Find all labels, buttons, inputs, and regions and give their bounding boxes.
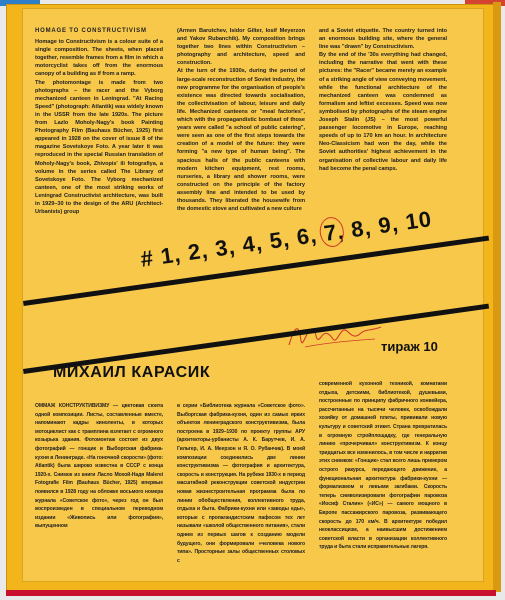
english-paragraph: Homage to Constructivism is a colour suite of a single composition. The sheets, when placed together, resemble frames from a film in which a motorcyclist takes off from the enormous canopy of a building as if from a ramp. xyxy=(35,39,163,78)
english-paragraph: At the turn of the 1930s, during the period of large-scale reconstruction of Soviet industry, the new programme for the organisation of people's existence was directed towards socialisation, the collectivisation of labour, leisure and daily life. Mechanized canteens or "meal factories", which with the propagandistic bombast of those years were called "a school of public catering", were seen as one of the first steps towards the creation of a model of the future: they were forming "a new type of human being". The spacious halls of the public canteens with modern kitchen equipment, rest rooms, nurseries, a library and shower rooms, were constructed on the principle of the factory assembly line and intended to be used by thousands. They liberated the housewife from the domestic stove and cultivated a new culture xyxy=(177,68,305,213)
author-name: МИХАИЛ КАРАСИК xyxy=(53,364,211,381)
english-paragraph: The photomontage is made from two photographs – the racer and the Vyborg mechanized canteen in Leningrad. "At Racing Speed" (photograph: Atlantik) was widely known in the USSR from the late 1920s. The picture from Lazlo Moholy-Nagy's book Painting Photography Film (Bauhaus Bücher, 1925) first appeared in 1928 on the cover of issue 8 of the magazine Sovetskoye Foto. A year later it was reproduced in the special Russian translation of Moholy-Nagy's book, Zhivopis' ili fotografiya, a volume in the series called The Library of Sovetskoye Foto. The Vyborg mechanized canteen, one of the most striking works of Leningrad Constructivist architecture, was built in 1929–30 to the design of the ARU (Architect-Urbanists) group xyxy=(35,79,163,216)
english-column-2 xyxy=(177,27,305,213)
russian-column-2: в серии «Библиотека журнала «Советское фото». Выборгская фабрика-кухня, один из самых ярких объектов ленинградского конструктивизма, была построена в 1929–1930 по проекту группы АРУ (архитекторы-урбанисты А. К. Барутчев, И. А. Гильтер, И. А. Меерзон и Я. О. Рубанчик). В моей композиции соединились две линии конструктивизма — фотография и архитектура, скорость и конструкция. На рубеже 1930-х в период масштабной реконструкции советской индустрии новая жизнестроительная программа была по линии обобществления, коллективного труда, отдыха и быта. Фабрики-кухни или «заводы еды», которые с пропагандистским пафосом тех лет называли «школой общественного питания», стали одним из первых шагов к созданию модели будущего, они формировали «человека нового типа». Просторные залы общественных столовых с xyxy=(177,403,305,564)
edition-size-label: тираж 10 xyxy=(381,339,438,354)
text-panel xyxy=(22,8,484,582)
edition-numbers-suffix: , 8, 9, 10 xyxy=(335,206,434,245)
cover-bottom-strip xyxy=(6,590,496,596)
english-paragraph: and a Soviet etiquette. The country turned into an enormous building site, where the general line was "drawn" by Constructivism. xyxy=(319,28,447,51)
english-paragraph: By the end of the '30s everything had changed, including the narrative that went with these pictures: the "Racer" became merely an example of a striking angle of view conveying movement, while the functional architecture of the mechanized canteen was condemned as formalism and leftist excesses. Speed was now symbolised by photographs of the steam engine Joseph Stalin (JS) – the most powerful passenger locomotive in Europe, reaching speeds of up to 170 km an hour. In architecture Neo-Classicism had won the day, while the Soviet authorities' highest achievement in the organisation of collective labour and daily life had become the penal camps. xyxy=(319,52,447,172)
russian-column-1: ОММАЖ КОНСТРУКТИВИЗМУ — цветовая сюита одной композиции. Листы, составленные вместе, напоминают кадры киноленты, в которых мотоциклист как с трамплина взлетает с огромного козырька здания. Фотомонтаж состоит из двух фотографий — гонщик и Выборгская фабрика-кухня в Ленинграде. «На гоночной скорости» (фото: Atlantik) была широко известна в СССР с конца 1920-х. Снимок из книги Ласло Мохой-Надя Malerei Fotografie Film (Bauhaus Bücher, 1925) впервые появился в 1928 году на обложке восьмого номера журнала «Советское фото», через год он был воспроизведен в специальном переводном издании «Живопись или фотография», выпущенном xyxy=(35,403,163,530)
edition-numbers-prefix: # 1, 2, 3, 4, 5, 6, xyxy=(139,221,326,272)
english-heading: HOMAGE TO CONSTRUCTIVISM xyxy=(35,28,147,34)
english-column-1 xyxy=(35,27,163,216)
english-column-3 xyxy=(319,27,447,173)
cover-spine-edge xyxy=(493,2,501,592)
russian-column-3: современной кухонной техникой, комнатами отдыха, детскими, библиотекой, душевыми, построенные по принципу фабричного конвейера, рассчитанные на тысячи человек, освобождали хозяйку от домашней плиты, прививали новую культуру и советский этикет. Страна превратилась в огромную стройплощадку, где генеральную линию «прочерчивал» конструктивизм. К концу тридцатых все изменилось, в том числе и нарратив этих снимков: «Гонщик» стал всего лишь примером острого ракурса, передающего движение, а функциональная архитектура фабрики-кухни — формализмом и левыми загибами. Скорость теперь символизировали фотографии паровоза «Иосиф Сталин» («ИС») — самого мощного в Европе пассажирского паровоза, развивающего скорость до 170 км/ч. В архитектуре победил неоклассицизм, а наивысшим достижением советской власти в организации коллективного труда и быта стали исправительные лагеря. xyxy=(319,381,447,551)
circled-edition-number: 7 xyxy=(322,219,339,246)
english-paragraph: (Armen Barutchev, Isidor Gilter, Iosif Meyerzon and Yakov Rubanchik). My composition brings together two lines within Constructivism – photography and architecture, speed and construction. xyxy=(177,28,305,67)
